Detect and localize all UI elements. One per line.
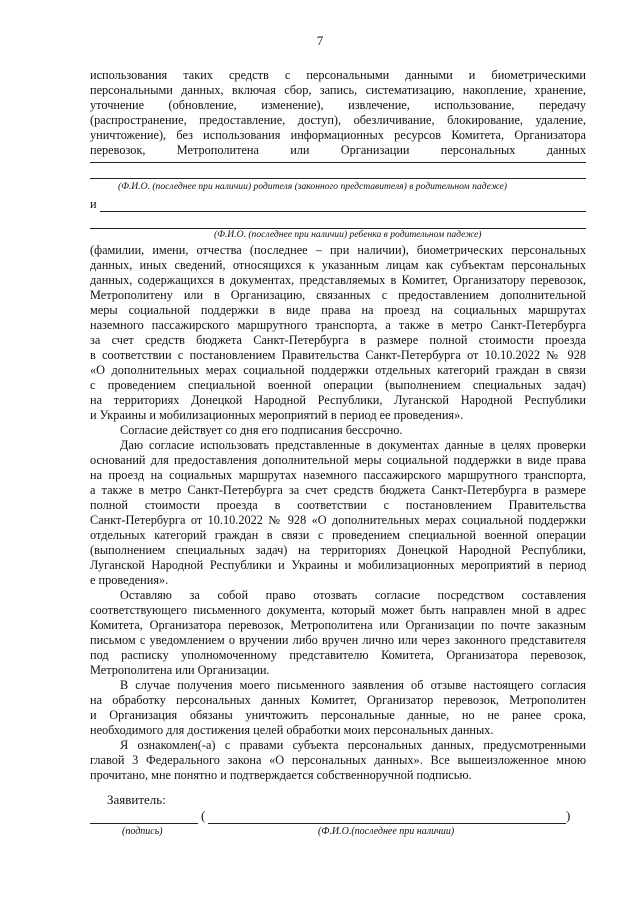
consent-duration: Согласие действует со дня его подписания бессрочно. [120,423,403,437]
text-line: а также в метро Санкт-Петербурга за счет средств бюджета Санкт-Петербурга в размере [90,483,586,497]
close-paren: ) [566,808,571,823]
parent-name-field-line[interactable] [90,178,586,179]
child-name-caption: (Ф.И.О. (последнее при наличии) ребенка в родительном падеже) [214,229,482,240]
applicant-label: Заявитель: [107,792,166,807]
text-line: Метрополитену или в Организацию, связанных с предоставлением дополнительной [90,288,586,302]
text-line: перевозок, Метрополитена или Организации персональных данных [90,143,586,157]
text-line: Даю согласие использовать представленные в документах данные в целях проверки [120,438,586,452]
text-line: уточнение (обновление, изменение), извлечение, использование, передачу [90,98,586,112]
signature-field-line[interactable] [90,823,198,824]
text-line: «О дополнительных мерах социальной поддержки отдельных категорий граждан в связи [90,363,586,377]
text-line: е проведения». [90,573,169,587]
text-line: за счет средств бюджета Санкт-Петербурга в размере полной стоимости проезда [90,333,586,347]
text-line: на обработку персональных данных Комитет, Организатор перевозок, Метрополитен [90,693,586,707]
text-line: в соответствии с постановлением Правительства Санкт-Петербурга от 10.10.2022 № 928 [90,348,586,362]
text-line: Метрополитена или Организации. [90,663,270,677]
page-number: 7 [316,33,324,48]
parent-name-caption: (Ф.И.О. (последнее при наличии) родителя (законного представителя) в родительном падеже) [118,181,507,192]
fio-field-line[interactable] [208,823,566,824]
text-line: главой 3 Федерального закона «О персональных данных». Все вышеизложенное мною [90,753,586,767]
blank-line [90,162,586,163]
text-line: полной стоимости проезда в соответствии с постановлением Правительства [90,498,586,512]
text-line: и Украины и мобилизационных мероприятий в период ее проведения». [90,408,464,422]
open-paren: ( [201,808,206,823]
text-line: Санкт-Петербурга от 10.10.2022 № 928 «О дополнительных мерах социальной поддержки [90,513,586,527]
text-line: наземного пассажирского маршрутного транспорта, а также в метро Санкт-Петербурга [90,318,586,332]
text-line: с проведением специальной военной операции (выполнением специальных задач) [90,378,586,392]
text-line: (распространение, предоставление, доступ), обезличивание, блокирование, удаление, [90,113,586,127]
text-line: на территориях Донецкой Народной Республики, Луганской Народной Республики [90,393,586,407]
text-line: письмом с уведомлением о вручении либо вручен лично или через законного представителя [90,633,586,647]
text-line: оснований для предоставления дополнительной меры социальной поддержки в виде права [90,453,586,467]
text-line: использования таких средств с персональными данными и биометрическими [90,68,586,82]
text-line: и Организация обязаны уничтожить персональные данные, но не ранее срока, [90,708,586,722]
and-word: и [90,197,97,211]
text-line: отдельных категорий граждан в связи с проведением специальной военной операции [90,528,586,542]
text-line: персональными данных, включая сбор, запись, систематизацию, накопление, хранение, [90,83,586,97]
fio-caption: (Ф.И.О.(последнее при наличии) [318,826,455,837]
text-line: В случае получения моего письменного заявления об отзыве настоящего согласия [120,678,586,692]
text-line: необходимого для достижения целей обработки моих персональных данных. [90,723,494,737]
text-line: Я ознакомлен(-а) с правами субъекта персональных данных, предусмотренными [120,738,586,752]
text-line: данных, иных сведений, относящихся к указанным лицам как субъектам персональных [90,258,586,272]
text-line: Комитета, Организатора перевозок, Метрополитена или Организации по почте заказным [90,618,586,632]
text-line: Оставляю за собой право отозвать согласие посредством составления [120,588,586,602]
signature-caption: (подпись) [122,826,163,837]
text-line: соответствующего письменного документа, который может быть направлен мной в адрес [90,603,586,617]
text-line: под расписку уполномоченному представителю Комитета, Организатора перевозок, [90,648,586,662]
text-line: (выполнением специальных задач) на территориях Донецкой Народной Республики, [90,543,586,557]
text-line: меры социальной поддержки в виде права на проезд на социальных маршрутах [90,303,586,317]
text-line: (фамилии, имени, отчества (последнее – при наличии), биометрических персональных [90,243,586,257]
text-line: прочитано, мне понятно и подтверждается собственноручной подписью. [90,768,472,782]
text-line: на проезд на социальных маршрутах наземного пассажирского маршрутного транспорта, [90,468,586,482]
text-line: уничтожение), без использования информационных ресурсов Комитета, Организатора [90,128,586,142]
text-line: данных, содержащихся в документах, представляемых в Комитет, Организатору перевозок, [90,273,586,287]
text-line: Луганской Народной Республики и Украины и мобилизационных мероприятий в период [90,558,586,572]
child-name-field-line[interactable] [100,211,586,212]
